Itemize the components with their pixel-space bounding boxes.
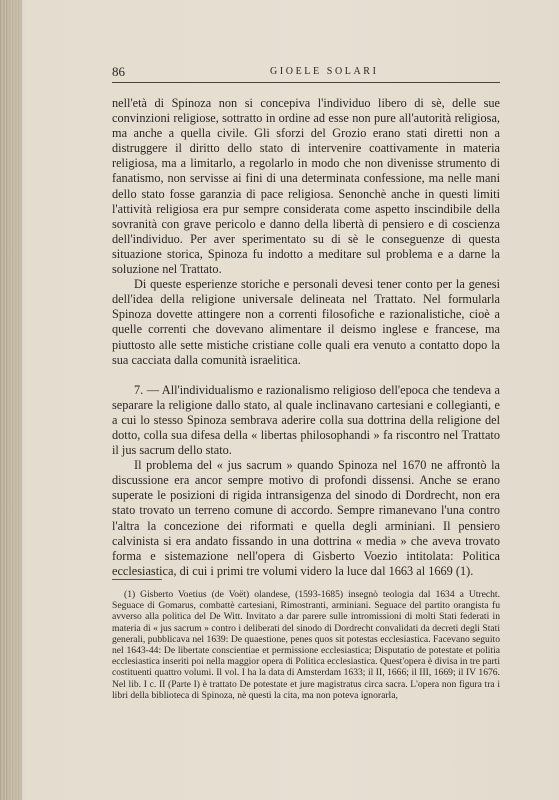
- page-header: [112, 64, 500, 80]
- header-rule: [112, 82, 500, 83]
- footnote-rule: [112, 579, 162, 580]
- paragraph-4: Il problema del « jus sacrum » quando Spinoza nel 1670 ne affrontò la discussione era ancor sempre motivo di profondi dissensi. Anche se erano superate le posizioni di rigida intransigenza del sinodo di Dordrecht, non era stato trovato un terreno comune di accordo. Sempre rimanevano l'una contro l'altra la concezione dei riformati e quella degli arminiani. Il pensiero calvinista si era andato fissando in una dottrina « media » che aveva trovato forma e sistemazione nell'opera di Gisberto Voezio intitolata: Politica ecclesiastica, di cui i primi tre volumi videro la luce dal 1663 al 1669 (1).: [112, 458, 500, 578]
- body-text: [112, 96, 500, 579]
- section-7-paragraph: 7. — All'individualismo e razionalismo religioso dell'epoca che tendeva a separare la religione dallo stato, al quale inclinavano cartesiani e collegianti, e a cui lo stesso Spinoza sembrava aderire colla sua dottrina della religione del dotto, colla sua difesa della « libertas philosophandi » fa riscontro nel Trattato il jus sacrum dello stato.: [112, 382, 500, 458]
- page-binding-edge: [0, 0, 22, 800]
- footnote-text: (1) Gisberto Voetius (de Voët) olandese, (1593-1685) insegnò teologia dal 1634 a Utrecht. Seguace di Gomarus, combattè cartesiani, Rimostranti, arminiani. Seguace del partito orangista fu avverso alla politica del De Witt. Invitato a dar parere sulle intromissioni di molti Stati federati in materia di « jus sacrum » contro i deliberati del sinodo di Dordrecht convalidati da decreti degli Stati generali, pubblicava nel 1639: De quaestione, penes quos sit potestas ecclesiastica. Facevano seguito nel 1643-44: De libertate conscientiae et permissione ecclesiastica; Disputatio de potestate et politia ecclesiastica inseriti poi nella maggior opera di Politica ecclesiastica. Quest'opera è divisa in tre parti costituenti quattro volumi. Il vol. I ha la data di Amsterdam 1633; il II, 1666; il III, 1669; il IV 1676. Nel lib. I c. II (Parte I) è trattato De potestate et jure magistratus circa sacra. L'opera non figura tra i libri della biblioteca di Spinoza, nè questi la cita, ma non poteva ignorarla,: [112, 589, 500, 701]
- running-title: GIOELE SOLARI: [270, 66, 379, 77]
- paragraph-2: Di queste esperienze storiche e personali devesi tener conto per la genesi dell'idea della religione universale delineata nel Trattato. Nel formularla Spinoza dovette attingere non a correnti filosofiche e razionalistiche, cioè a quelle correnti che dovevano alimentare il deismo inglese e francese, ma piuttosto alle sette mistiche cristiane colle quali era venuto a contatto dopo la sua cacciata dalla comunità israelitica.: [112, 277, 500, 367]
- paragraph-1: nell'età di Spinoza non si concepiva l'individuo libero di sè, delle sue convinzioni religiose, sottratto in ordine ad esse non pure all'autorità religiosa, ma anche a quella civile. Gli sforzi del Grozio erano stati diretti non a distruggere il diritto dello stato di intervenire coattivamente in materia religiosa, ma a limitarlo, a regolarlo in modo che non divenisse strumento di fanatismo, non servisse ai fini di una determinata confessione, ma nelle mani dello stato fosse garanzia di pace religiosa. Senonchè anche in questi limiti l'attività religiosa era pur sempre considerata come aspetto inscindibile della sovranità con grave pericolo e danno della libertà di pensiero e di coscienza dell'individuo. Per aver sperimentato su di sè le conseguenze di questa situazione storica, Spinoza fu indotto a meditare sul problema e a darne la soluzione nel Trattato.: [112, 96, 500, 277]
- page-number: 86: [112, 64, 125, 79]
- footnote: [112, 589, 500, 701]
